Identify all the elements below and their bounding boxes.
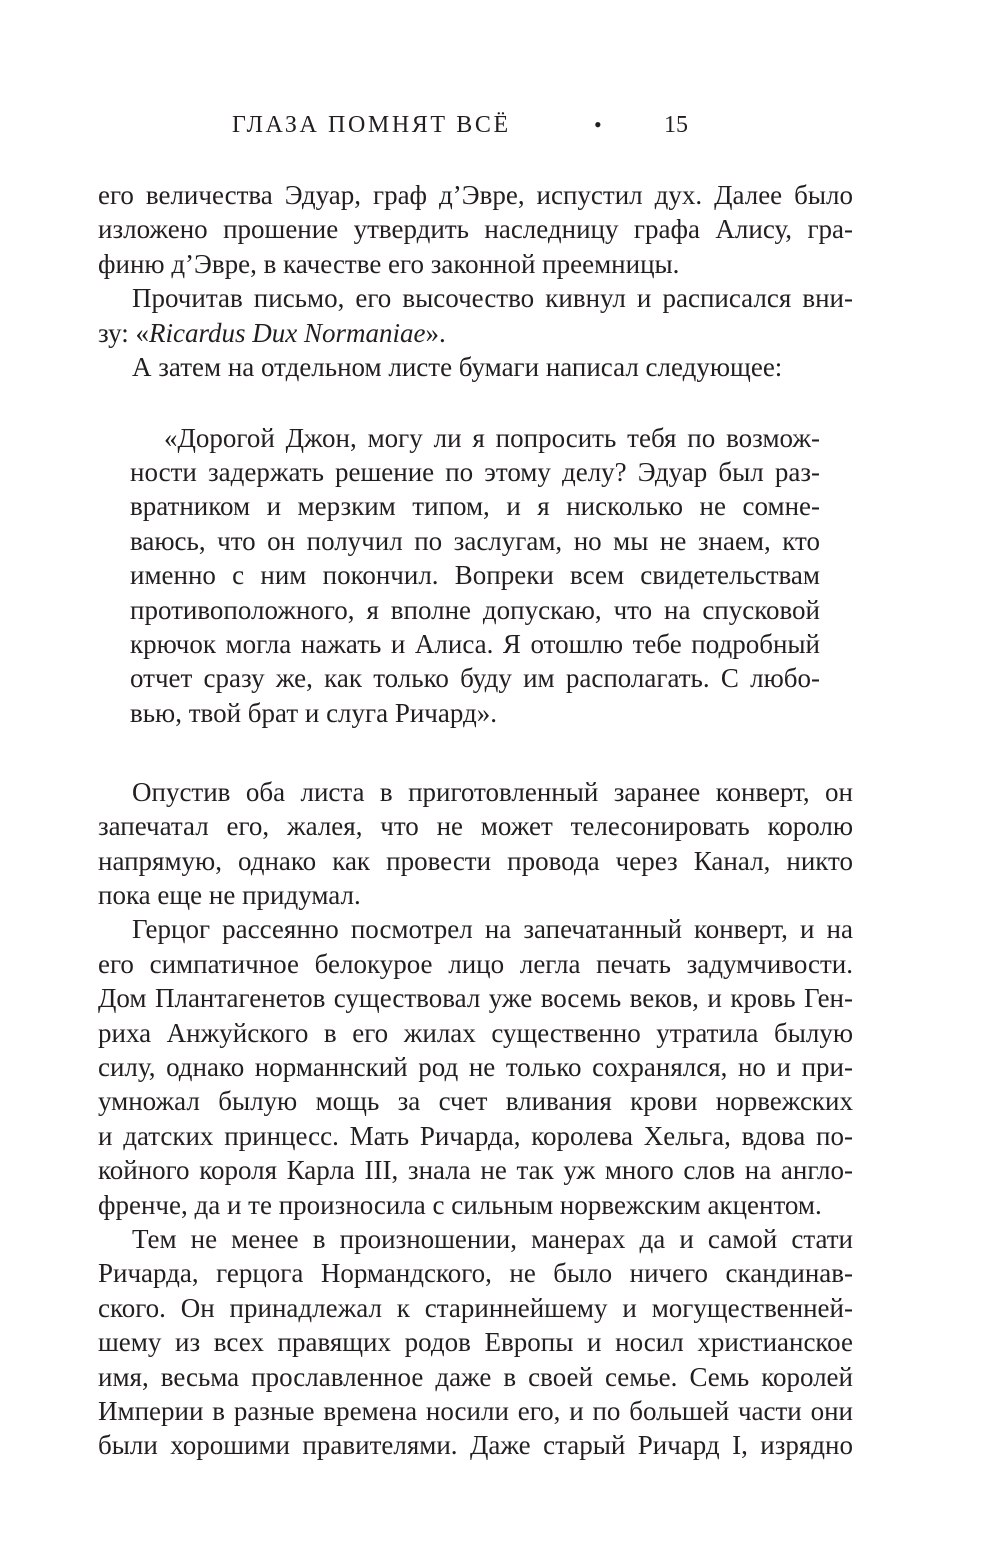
text-line: финю д’Эвре, в качестве его законной преемницы. (98, 248, 680, 279)
text-line: изложено прошение утвердить наследницу графа Алису, гра- (98, 214, 853, 245)
text-line: запечатал его, жалея, что не может телесонировать королю (98, 811, 853, 842)
text-line: именно с ним покончил. Вопреки всем свидетельствам (130, 560, 820, 591)
text-segment: ». (425, 317, 446, 348)
italic-signature-text: Ricardus Dux Normaniae (149, 317, 426, 348)
text-line: Империи в разные времена носили его, и по большей части они (98, 1396, 853, 1427)
text-line: риха Анжуйского в его жилах существенно утратила былую (98, 1017, 853, 1048)
text-line: его величества Эдуар, граф д’Эвре, испустил дух. Далее было (98, 180, 853, 210)
header-bullet: • (594, 112, 602, 137)
text-line: вью, твой брат и слуга Ричард». (130, 697, 497, 728)
text-segment: зу: « (98, 317, 149, 348)
text-line: ского. Он принадлежал к стариннейшему и могущественней- (98, 1292, 853, 1323)
text-line: отчет сразу же, как только буду им располагать. С любо- (130, 663, 820, 694)
text-line: Ричарда, герцога Нормандского, не было ничего скандинав- (98, 1258, 853, 1289)
text-line: Опустив оба листа в приготовленный заранее конверт, он (132, 776, 853, 807)
text-line: умножал былую мощь за счет вливания крови норвежских (98, 1086, 853, 1117)
text-line (98, 316, 853, 350)
page-number: 15 (664, 112, 688, 138)
text-line: пока еще не придумал. (98, 880, 361, 911)
text-line: имя, весьма прославленное даже в своей семье. Семь королей (98, 1361, 853, 1392)
text-line: Дом Плантагенетов существовал уже восемь веков, и кровь Ген- (98, 983, 853, 1014)
text-line: «Дорогой Джон, могу ли я попросить тебя по возмож- (164, 422, 820, 453)
text-line: вратником и мерзким типом, и я нисколько не сомне- (130, 491, 820, 522)
text-line: ности задержать решение по этому делу? Эдуар был раз- (130, 456, 820, 487)
text-line: Тем не менее в произношении, манерах да и самой стати (132, 1224, 853, 1255)
text-line: противоположного, я вполне допускаю, что на спусковой (130, 594, 820, 625)
text-line: А затем на отдельном листе бумаги написал следующее: (132, 352, 783, 382)
text-line: койного короля Карла III, знала не так уж много слов на англо- (98, 1155, 853, 1186)
text-line: напрямую, однако как провести провода через Канал, никто (98, 845, 853, 876)
text-line: и датских принцесс. Мать Ричарда, королева Хельга, вдова по- (98, 1120, 853, 1151)
text-line: Герцог рассеянно посмотрел на запечатанный конверт, и на (132, 914, 853, 945)
text-line: френче, да и те произносила с сильным норвежским акцентом. (98, 1189, 822, 1220)
text-line: крючок могла нажать и Алиса. Я отошлю тебе подробный (130, 628, 820, 659)
text-line: его симпатичное белокурое лицо легла печать задумчивости. (98, 948, 853, 979)
text-line: шему из всех правящих родов Европы и носил христианское (98, 1327, 853, 1358)
text-line: силу, однако норманнский род не только сохранялся, но и при- (98, 1052, 853, 1083)
running-header-title: ГЛАЗА ПОМНЯТ ВСЁ (232, 112, 511, 138)
text-line: ваюсь, что он получил по заслугам, но мы не знаем, кто (130, 525, 820, 556)
text-line: Прочитав письмо, его высочество кивнул и расписался вни- (132, 283, 853, 314)
text-line: были хорошими правителями. Даже старый Ричард I, изрядно (98, 1430, 853, 1461)
